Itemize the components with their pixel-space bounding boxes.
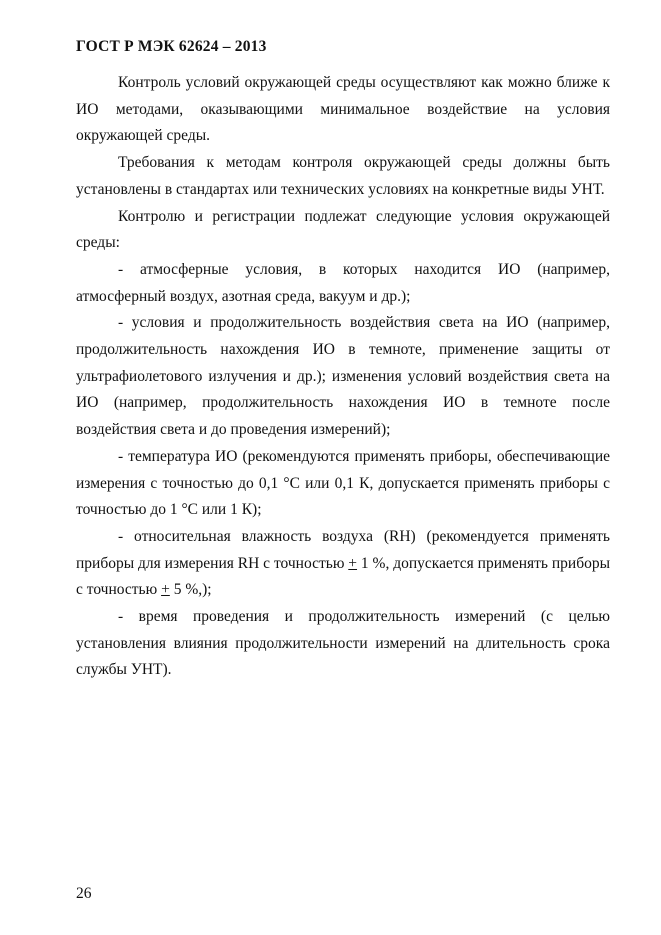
humidity-text-1: - относительная влажность воздуха (RH) (рекомендуется применять приборы для измерения RH с точностью (76, 527, 610, 572)
list-item-duration: - время проведения и продолжительность измерений (с целью установления влияния продолжительности измерений на длительность срока службы УНТ). (76, 608, 610, 679)
document-body (76, 70, 610, 684)
plus-minus-sign: + (348, 554, 358, 572)
plus-minus-sign: + (161, 581, 170, 599)
list-item-temperature: - температура ИО (рекомендуются применять приборы, обеспечивающие измерения с точностью до 0,1 °С или 0,1 К, допускается применять приборы с точностью до 1 °С или 1 К); (76, 447, 610, 519)
humidity-text-3: 5 %,); (169, 581, 212, 599)
paragraph-requirements: Требования к методам контроля окружающей среды должны быть установлены в стандартах или технических условиях на конкретные виды УНТ. (76, 154, 610, 198)
list-item-atmospheric: - атмосферные условия, в которых находится ИО (например, атмосферный воздух, азотная среда, вакуум и др.); (76, 260, 610, 305)
list-item-humidity (76, 524, 610, 604)
paragraph-conditions-intro: Контролю и регистрации подлежат следующие условия окружающей среды: (76, 207, 610, 252)
paragraph-monitoring: Контроль условий окружающей среды осуществляют как можно ближе к ИО методами, оказывающими минимальное воздействие на условия окружающей среды. (76, 74, 610, 145)
page-number: 26 (76, 885, 92, 902)
humidity-text-2: 1 %, допускается применять приборы с точностью (76, 554, 611, 599)
list-item-light: - условия и продолжительность воздействия света на ИО (например, продолжительность нахождения ИО в темноте, применение защиты от ультрафиолетового излучения и др.); изменения условий воздействия света на ИО (например, продолжительность нахождения ИО в темноте после воздействия света и до проведения измерений); (76, 314, 610, 439)
document-header: ГОСТ Р МЭК 62624 – 2013 (76, 38, 267, 55)
